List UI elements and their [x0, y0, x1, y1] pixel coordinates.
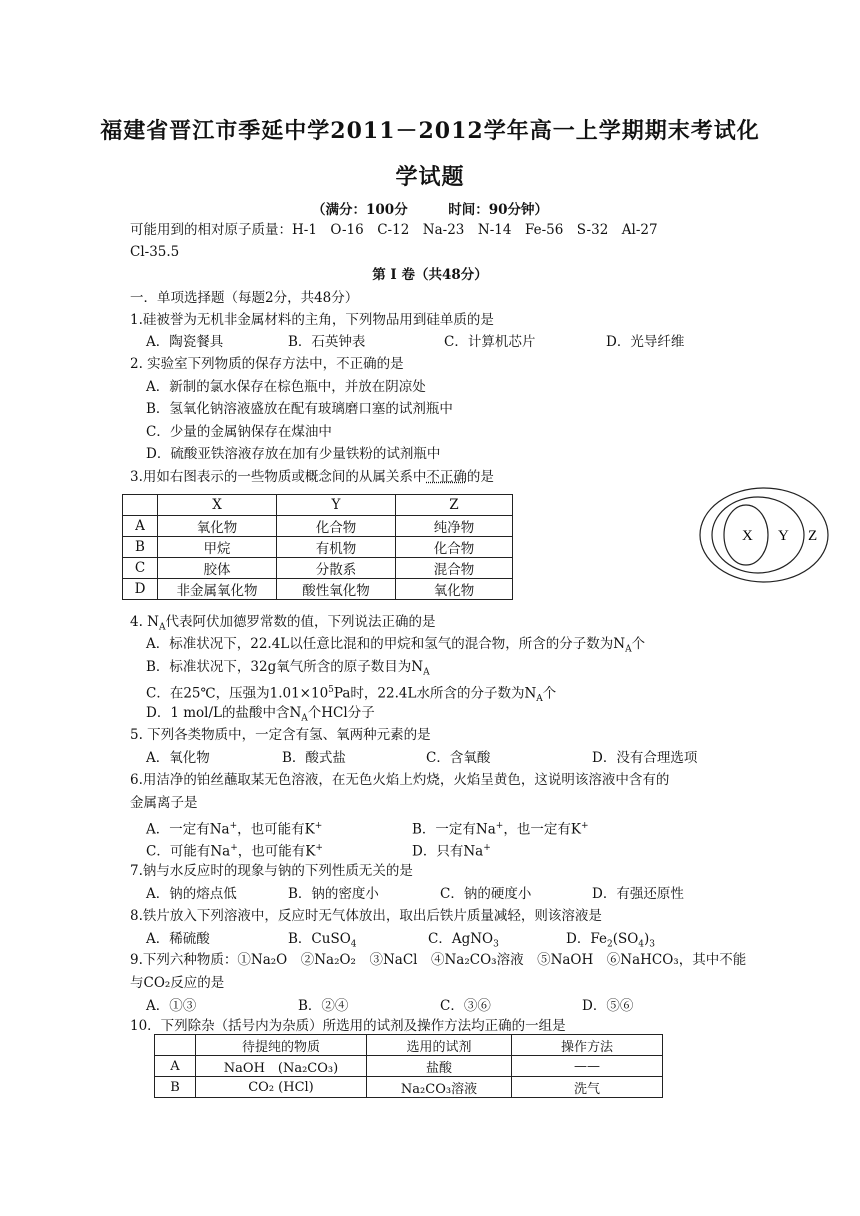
q1-option-a: A．陶瓷餐具	[146, 334, 224, 350]
atomic-mass-line1: 可能用到的相对原子质量：H-1 O-16 C-12 Na-23 N-14 Fe-56 S-32 Al-27	[130, 222, 658, 238]
q5-stem: 5. 下列各类物质中，一定含有氢、氧两种元素的是	[130, 727, 431, 743]
q7-option-a: A．钠的熔点低	[146, 886, 237, 902]
q9-option-c: C．③⑥	[440, 998, 491, 1014]
q9-option-a: A．①③	[146, 998, 197, 1014]
table-header-row: X Y Z	[123, 495, 513, 516]
exam-title-line1: 福建省晋江市季延中学2011－2012学年高一上学期期末考试化	[100, 118, 760, 144]
q6-option-b: B．一定有Na+，也一定有K+	[412, 821, 589, 838]
q7-option-b: B．钠的密度小	[288, 886, 379, 902]
q5-option-d: D．没有合理选项	[592, 750, 698, 766]
q9-stem-line1: 9.下列六种物质：①Na₂O ②Na₂O₂ ③NaCl ④Na₂CO₃溶液 ⑤NaOH ⑥NaHCO₃，其中不能	[130, 952, 747, 968]
exam-info: （满分：100分 时间：90分钟）	[312, 202, 548, 218]
q9-option-b: B．②④	[298, 998, 349, 1014]
table-row: B 甲烷 有机物 化合物	[123, 537, 513, 558]
q2-option-a: A．新制的氯水保存在棕色瓶中，并放在阴凉处	[146, 379, 426, 395]
q6-option-c: C．可能有Na+，也可能有K+	[146, 843, 323, 860]
q7-stem: 7.钠与水反应时的现象与钠的下列性质无关的是	[130, 863, 413, 879]
q1-stem: 1.硅被誉为无机非金属材料的主角，下列物品用到硅单质的是	[130, 312, 494, 328]
q6-stem-line2: 金属离子是	[130, 795, 198, 811]
q5-option-c: C．含氧酸	[426, 750, 491, 766]
q8-option-c: C．AgNO$_3$	[428, 931, 499, 950]
table-row: C 胶体 分散系 混合物	[123, 558, 513, 579]
q3-table	[122, 494, 513, 600]
q2-option-d: D．硫酸亚铁溶液存放在加有少量铁粉的试剂瓶中	[146, 446, 441, 462]
q6-option-d: D．只有Na+	[412, 843, 491, 860]
q4-option-b: B．标准状况下，32g氧气所含的原子数目为$N_A$	[146, 659, 430, 678]
q8-option-b: B．CuSO$_4$	[288, 931, 357, 950]
venn-middle-ellipse	[712, 497, 804, 573]
q8-stem: 8.铁片放入下列溶液中，反应时无气体放出，取出后铁片质量减轻，则该溶液是	[130, 908, 602, 924]
table-row: D 非金属氧化物 酸性氧化物 氧化物	[123, 579, 513, 600]
q8-option-d: D．$Fe_2(SO_4)_3$	[566, 931, 656, 950]
q7-option-d: D．有强还原性	[592, 886, 684, 902]
q6-stem-line1: 6.用洁净的铂丝蘸取某无色溶液，在无色火焰上灼烧，火焰呈黄色，这说明该溶液中含有的	[130, 772, 670, 788]
q4-option-a: A．标准状况下，22.4L以任意比混和的甲烷和氢气的混合物，所含的分子数为$N_A$个	[146, 636, 646, 655]
venn-label-y: Y	[778, 528, 789, 544]
q3-emphasis: 不正确	[426, 469, 467, 485]
q2-stem: 2. 实验室下列物质的保存方法中，不正确的是	[130, 356, 404, 372]
q4-stem: 4. $N_A$代表阿伏加德罗常数的值，下列说法正确的是	[130, 614, 436, 633]
q1-option-d: D．光导纤维	[606, 334, 685, 350]
q1-option-c: C．计算机芯片	[444, 334, 536, 350]
table-header-row: 待提纯的物质 选用的试剂 操作方法	[155, 1035, 663, 1056]
q6-option-a: A．一定有Na+，也可能有K+	[146, 821, 323, 838]
q10-stem: 10．下列除杂（括号内为杂质）所选用的试剂及操作方法均正确的一组是	[130, 1018, 566, 1034]
part-title: 一．单项选择题（每题2分，共48分）	[130, 290, 359, 306]
q8-option-a: A．稀硫酸	[146, 931, 210, 947]
q9-option-d: D．⑤⑥	[582, 998, 634, 1014]
q1-option-b: B．石英钟表	[288, 334, 366, 350]
q3-stem: 3.用如右图表示的一些物质或概念间的从属关系中不正确的是	[130, 469, 494, 485]
q4-option-c: C．在25℃，压强为$1.01\times 10^5Pa$时，22.4L水所含的分子数为$N_A$个	[146, 685, 557, 705]
venn-label-z: Z	[808, 528, 818, 544]
table-row: A 氧化物 化合物 纯净物	[123, 516, 513, 537]
atomic-mass-line2: Cl-35.5	[130, 244, 180, 260]
exam-title-line2: 学试题	[395, 164, 465, 190]
q9-stem-line2: 与CO₂反应的是	[130, 975, 225, 991]
q2-option-b: B．氢氧化钠溶液盛放在配有玻璃磨口塞的试剂瓶中	[146, 401, 453, 417]
table-row: B CO₂ (HCl) Na₂CO₃溶液 洗气	[155, 1077, 663, 1098]
q7-option-c: C．钠的硬度小	[440, 886, 532, 902]
q4-option-d: D．1 mol/L的盐酸中含$N_A$个HCl分子	[146, 705, 375, 724]
q2-option-c: C．少量的金属钠保存在煤油中	[146, 424, 332, 440]
section-title: 第 Ⅰ 卷（共48分）	[372, 267, 488, 283]
venn-label-x: X	[742, 528, 753, 544]
q5-option-b: B．酸式盐	[282, 750, 346, 766]
q5-option-a: A．氧化物	[146, 750, 210, 766]
q10-table	[154, 1034, 663, 1098]
table-row: A NaOH (Na₂CO₃) 盐酸 ——	[155, 1056, 663, 1077]
venn-diagram	[698, 486, 830, 584]
